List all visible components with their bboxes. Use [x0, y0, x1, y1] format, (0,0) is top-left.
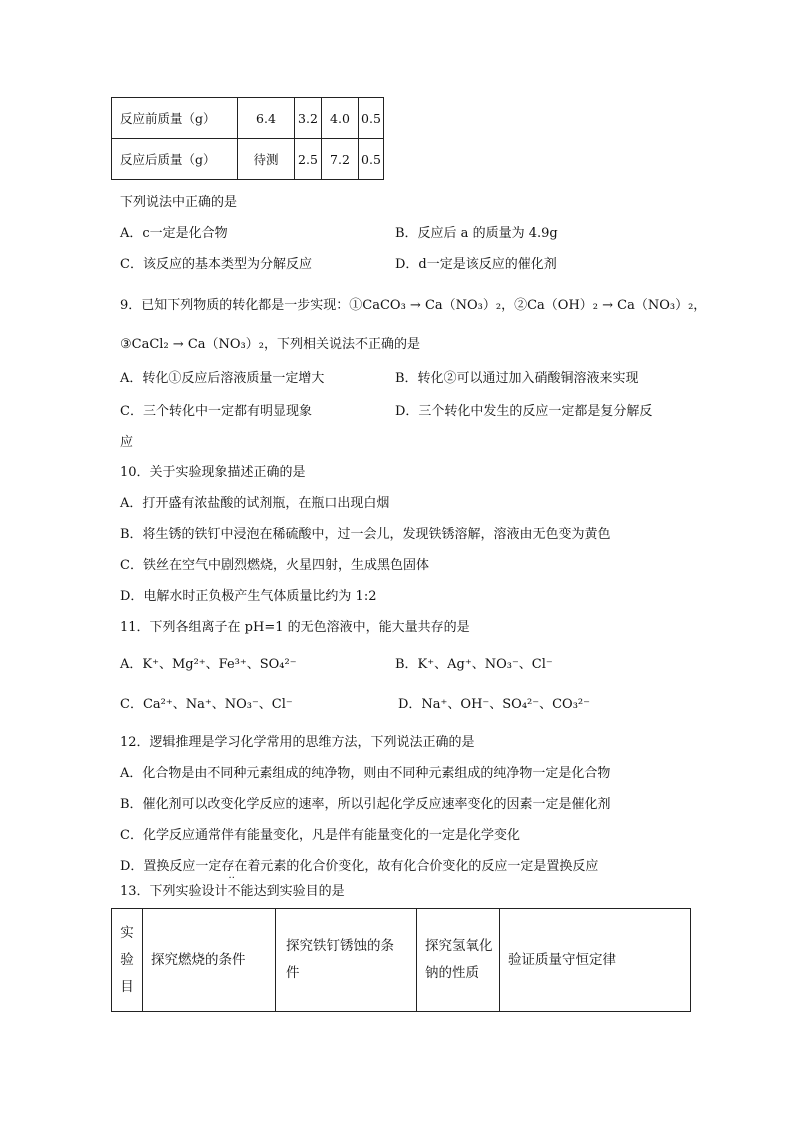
q13-stem-suffix: 达到实验目的是 [253, 884, 345, 899]
table-row [112, 909, 691, 1012]
q9-option-c: C．三个转化中一定都有明显现象 [120, 404, 312, 419]
table-cell: 待测 [238, 139, 295, 180]
q8-option-d: D．d一定是该反应的催化剂 [395, 257, 557, 272]
table-cell: 探究燃烧的条件 [143, 909, 276, 1012]
q11-option-d: D．Na⁺、OH⁻、SO₄²⁻、CO₃²⁻ [398, 697, 591, 712]
q8-option-c: C．该反应的基本类型为分解反应 [120, 257, 312, 272]
table-cell: 6.4 [238, 98, 295, 139]
table-cell: 0.5 [359, 139, 384, 180]
q10-option-d: D．电解水时正负极产生气体质量比约为 1:2 [120, 589, 377, 604]
q9-option-d: D．三个转化中发生的反应一定都是复分解反 [395, 404, 653, 419]
q11-option-b: B．K⁺、Ag⁺、NO₃⁻、Cl⁻ [395, 657, 553, 672]
experiment-table [111, 908, 691, 1012]
q10-stem: 10．关于实验现象描述正确的是 [120, 465, 306, 480]
q12-option-b: B．催化剂可以改变化学反应的速率，所以引起化学反应速率变化的因素一定是催化剂 [120, 797, 611, 812]
table-cell [417, 909, 500, 1012]
header-cell [112, 909, 143, 1012]
q11-stem: 11．下列各组离子在 pH=1 的无色溶液中，能大量共存的是 [120, 620, 470, 635]
table-cell: 验证质量守恒定律 [500, 909, 691, 1012]
cell-text: 探究铁钉锈蚀的条件 [286, 938, 394, 981]
cell-text: 探究氢氧化钠的性质 [425, 938, 493, 981]
q12-option-a: A．化合物是由不同种元素组成的纯净物，则由不同种元素组成的纯净物一定是化合物 [120, 766, 611, 781]
mass-table [111, 97, 384, 180]
table-cell: 4.0 [322, 98, 359, 139]
q12-stem: 12．逻辑推理是学习化学常用的思维方法，下列说法正确的是 [120, 735, 475, 750]
row-label: 反应后质量（g） [112, 139, 238, 180]
header-text: 实验目 [120, 924, 134, 995]
q12-option-d: D．置换反应一定存在着元素的化合价变化，故有化合价变化的反应一定是置换反应 [120, 859, 599, 874]
q8-option-a: A．c一定是化合物 [120, 226, 228, 241]
table-cell: 0.5 [359, 98, 384, 139]
table-row [112, 139, 384, 180]
q13-stem-emphasis: 不能 ·· [228, 884, 254, 899]
q11-option-a: A．K⁺、Mg²⁺、Fe³⁺、SO₄²⁻ [120, 657, 297, 672]
q10-option-b: B．将生锈的铁钉中浸泡在稀硫酸中，过一会儿，发现铁锈溶解，溶液由无色变为黄色 [120, 527, 611, 542]
q9-stem-line1: 9．已知下列物质的转化都是一步实现：①CaCO₃ → Ca（NO₃）₂，②Ca（OH）₂ → Ca（NO₃）₂， [120, 298, 707, 313]
row-label: 反应前质量（g） [112, 98, 238, 139]
q10-option-a: A．打开盛有浓盐酸的试剂瓶，在瓶口出现白烟 [120, 496, 390, 511]
q9-option-a: A．转化①反应后溶液质量一定增大 [120, 371, 325, 386]
table-cell: 7.2 [322, 139, 359, 180]
q13-stem-prefix: 13．下列实验设计 [120, 884, 228, 899]
q12-option-c: C．化学反应通常伴有能量变化，凡是伴有能量变化的一定是化学变化 [120, 828, 520, 843]
q9-option-d-continued: 应 [120, 435, 134, 450]
q8-option-b: B．反应后 a 的质量为 4.9g [395, 226, 558, 241]
q10-option-c: C．铁丝在空气中剧烈燃烧，火星四射，生成黑色固体 [120, 558, 429, 573]
table-cell: 2.5 [295, 139, 322, 180]
table-cell [276, 909, 417, 1012]
q13-stem [120, 880, 345, 899]
q9-option-b: B．转化②可以通过加入硝酸铜溶液来实现 [395, 371, 639, 386]
q11-option-c: C．Ca²⁺、Na⁺、NO₃⁻、Cl⁻ [120, 697, 293, 712]
q8-stem: 下列说法中正确的是 [120, 195, 238, 210]
table-cell: 3.2 [295, 98, 322, 139]
q9-stem-line2: ③CaCl₂ → Ca（NO₃）₂，下列相关说法不正确的是 [120, 337, 420, 352]
table-row [112, 98, 384, 139]
